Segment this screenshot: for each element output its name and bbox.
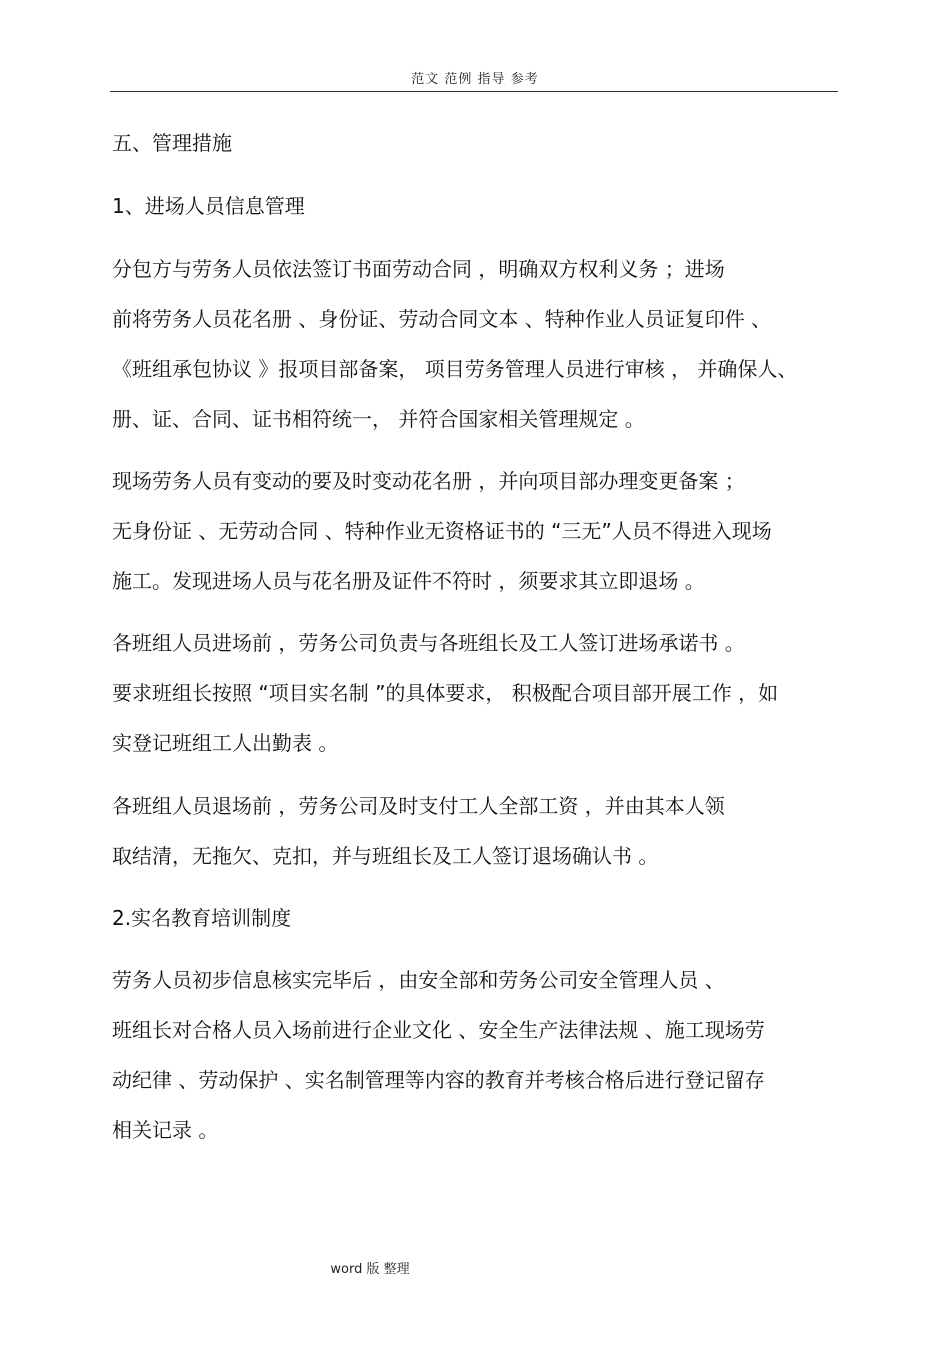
paragraph-line: 各班组人员进场前 ，劳务公司负责与各班组长及工人签订进场承诺书 。	[112, 631, 745, 655]
paragraph-line: 班组长对合格人员入场前进行企业文化 、安全生产法律法规 、施工现场劳	[112, 1018, 765, 1042]
paragraph-line: 动纪律 、劳动保护 、实名制管理等内容的教育并考核合格后进行登记留存	[112, 1068, 765, 1092]
paragraph-line: 无身份证 、无劳动合同 、特种作业无资格证书的 “三无”人员不得进入现场	[112, 519, 772, 543]
header-divider	[110, 91, 838, 92]
paragraph-line: 前将劳务人员花名册 、身份证、劳动合同文本 、特种作业人员证复印件 、	[112, 307, 772, 331]
paragraph-line: 分包方与劳务人员依法签订书面劳动合同 ，明确双方权利义务 ；进场	[112, 257, 725, 281]
paragraph-line: 劳务人员初步信息核实完毕后 ，由安全部和劳务公司安全管理人员 、	[112, 968, 725, 992]
section-heading: 五、管理措施	[112, 131, 232, 155]
paragraph-line: 要求班组长按照 “项目实名制 ”的具体要求， 积极配合项目部开展工作 ，如	[112, 681, 779, 705]
page-header: 范文 范例 指导 参考	[411, 72, 539, 87]
paragraph-line: 册、证、合同、证书相符统一， 并符合国家相关管理规定 。	[112, 407, 645, 431]
subsection-heading: 1、进场人员信息管理	[112, 194, 305, 218]
paragraph-line: 各班组人员退场前 ，劳务公司及时支付工人全部工资 ，并由其本人领	[112, 794, 725, 818]
paragraph-line: 取结清，无拖欠、克扣，并与班组长及工人签订退场确认书 。	[112, 844, 659, 868]
paragraph-line: 相关记录 。	[112, 1118, 219, 1142]
paragraph-line: 施工。发现进场人员与花名册及证件不符时 ，须要求其立即退场 。	[112, 569, 705, 593]
paragraph-line: 实登记班组工人出勤表 。	[112, 731, 339, 755]
paragraph-line: 《班组承包协议 》报项目部备案， 项目劳务管理人员进行审核 ， 并确保人、	[112, 357, 798, 381]
paragraph-line: 现场劳务人员有变动的要及时变动花名册 ，并向项目部办理变更备案 ；	[112, 469, 745, 493]
page-footer: word 版 整理	[330, 1262, 410, 1277]
subsection-heading: 2.实名教育培训制度	[112, 906, 292, 930]
